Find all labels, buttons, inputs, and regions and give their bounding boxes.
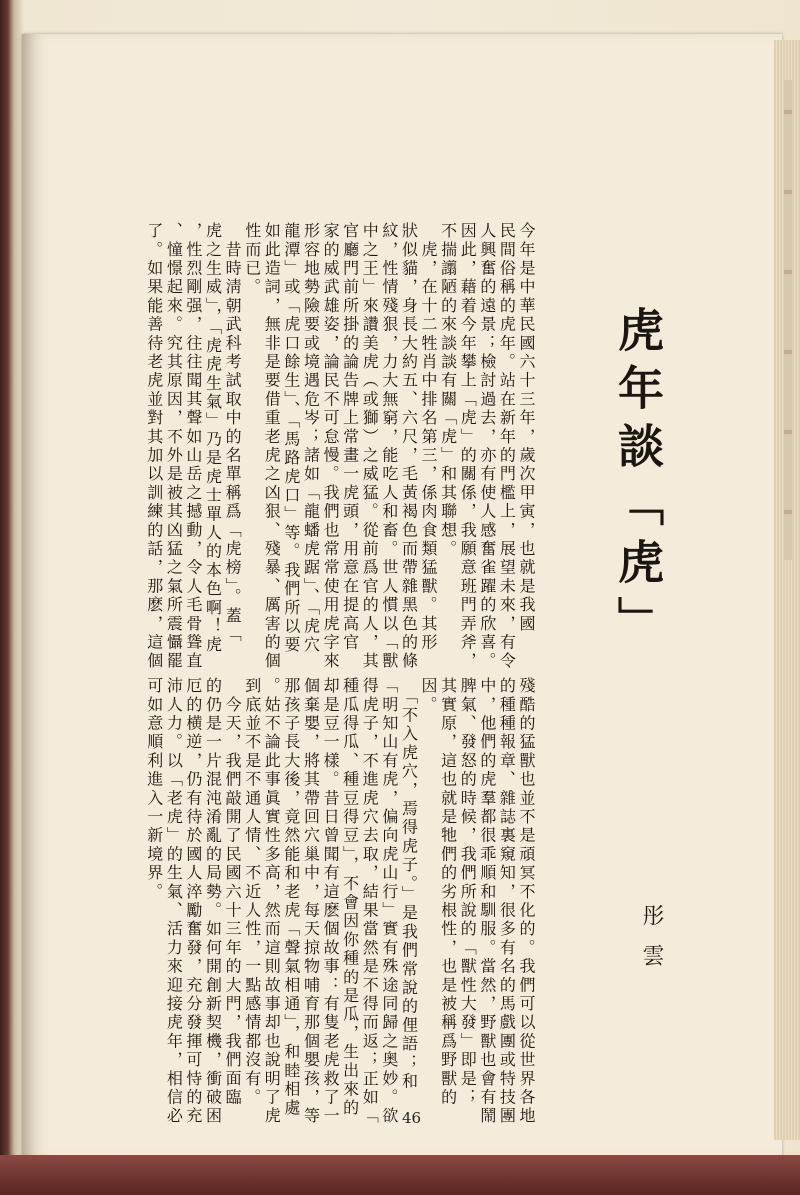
page-number: 46 [402, 1109, 422, 1127]
body-text-upper: 今年是中華民國六十三年，歲次甲寅，也就是我國 民間俗稱的虎年。站在新年的門檻上，展望未來，有令 人興奮的遠景；檢討過去，亦有使人感奮雀躍的欣喜。 因此，藉着今年攀上「虎」的關係，我願意班門弄斧， 不揣譾陋的來談談有關「虎」和其聯想。 虎，在十二牲肖中排名第三，係肉食類猛獸。其形 狀似貓，身長大約五、六尺，毛黃褐色而帶雜黑色的條 紋，性情殘狠，力大無窮，能吃人和畜。世人慣以「獸 中之王」來讚美虎（或獅）之威猛。從前爲官的人，其 官廳門前所掛的論告牌上常畫一虎頭，用意在提高官 家的威武雄姿，論民不可怠慢。我們也常常使用虎字來 形容地勢險要或境遇危岑；諸如「龍蟠虎踞」、「虎穴 龍潭」或「虎口餘生」、「馬路虎口」等。我們所以要 如此造詞，無非是要借重老虎之凶狠、殘暴、厲害的個 性而已。 昔時淸朝武科考試取中的名單稱爲「虎榜」。蓋「 虎之生威」，「虎虎生氣」乃是虎士單人的本色啊！虎 ，性烈剛强，往往聞其聲如山岳之撼動，令人毛骨聳直 、憧憬起來。究其原因，不外是被其凶猛之氣所震懾罷 了。如果能善待老虎並對其加以訓練的話，那麽，這個 [144, 222, 536, 671]
book-page [22, 34, 782, 1158]
body-text-lower: 殘酷的猛獸也並不是頑冥不化的。我們可以從世界各地 的種種報章、雜誌裏窺知，很多有名的馬戲團或特技團 中，他們的虎羣都很乖順和馴服。當然，野獸也會有鬧 脾氣、發怒的時候，我們所說的「獸性大發」即是； 其實原，這也就是牠們的劣根性，也是被稱爲野獸的 因。 「不入虎穴，焉得虎子。」是我們常說的俚語；和 「明知山有虎，偏向虎山行」實有殊途同歸之奥妙。欲 得虎子，不進虎穴去取，結果當然是不得而返；正如「 種瓜得瓜、種豆得豆」，不會因你種的是瓜，生出來的 却是豆一樣。昔日曾聞有這麽個故事：有隻老虎救了一 個棄嬰，將其帶回穴巢中，每天掠物哺育那個嬰孩，等 那孩子長大後，竟然能和老虎「聲氣相通」，和睦相處 。姑不論此事眞實性多高，然而這則故事却也說明了虎 到底並不是不通人情、不近人性，一點感情都沒有。 今天，我們敲開了民國六十三年的大門，我們面臨 的仍是一片混沌淆亂的局勢。如何開創新契機，衝破困 厄的横逆，仍有待於國人淬勵奮發，充分發揮可恃的充 沛人力。以「老虎」的生氣、活力來迎接虎年，相信必 可如意順利進入一新境界。 [144, 677, 536, 1126]
article-author: 彤雲 [639, 904, 664, 984]
article-title: 虎年談「虎」 [611, 306, 665, 654]
book-cover-edge [0, 1155, 800, 1195]
page-edge-strip [784, 80, 792, 560]
